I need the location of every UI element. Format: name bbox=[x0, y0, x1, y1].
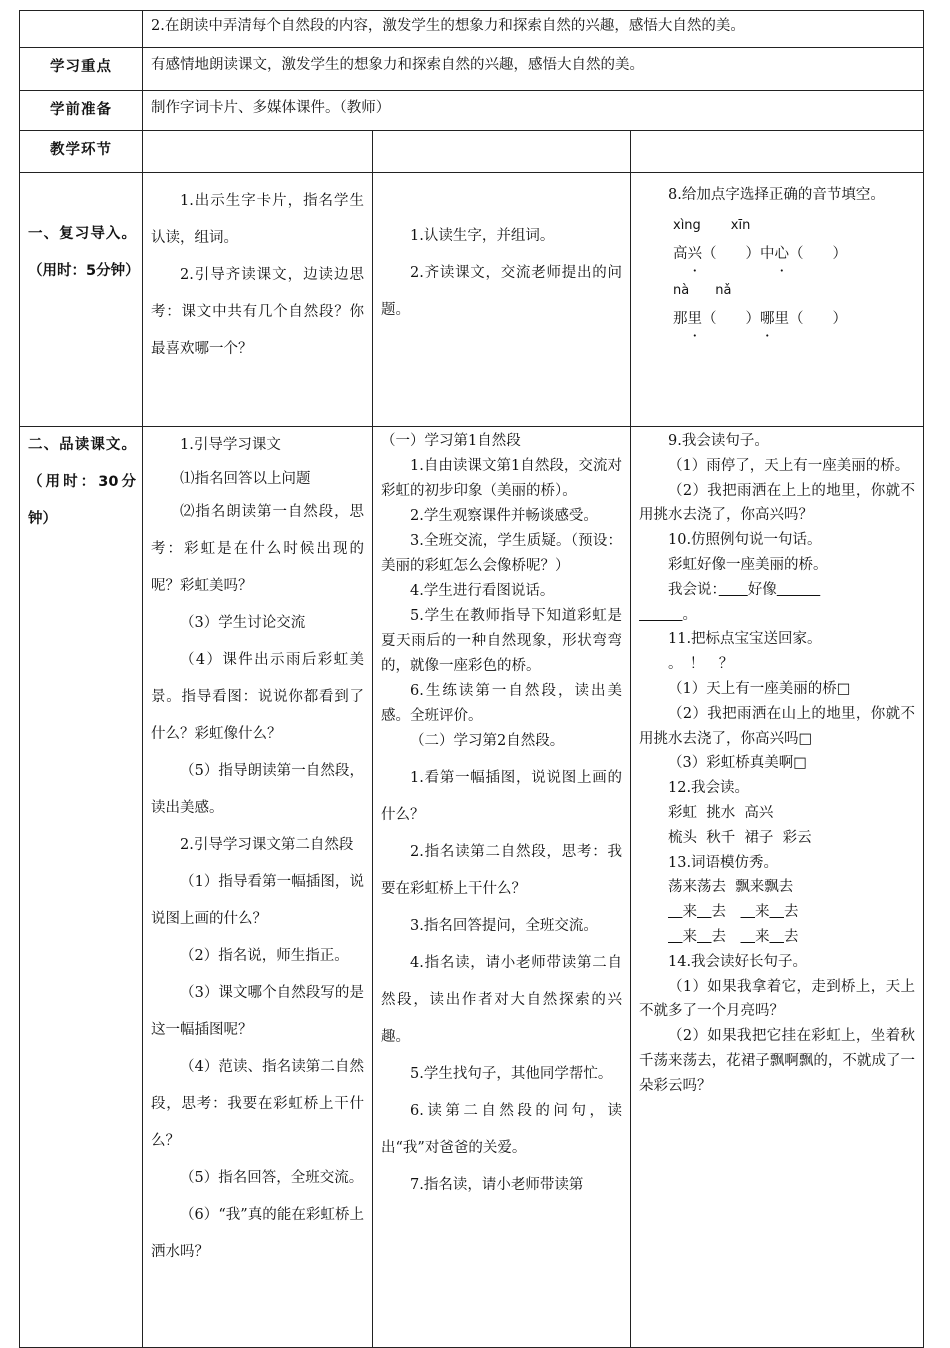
exercise-line: 14.我会读好长句子。 bbox=[668, 953, 808, 970]
student-step: 5.学生在教师指导下知道彩虹是夏天雨后的一种自然现象，形状弯弯的，就像一座彩色的桥。 bbox=[381, 608, 622, 674]
exercise-line: （1）如果我拿着它，走到桥上，天上不就多了一个月亮吗？ bbox=[639, 978, 916, 1020]
teacher-step: （5）指导朗读第一自然段，读出美感。 bbox=[151, 763, 364, 816]
teacher-step: （5）指名回答，全班交流。 bbox=[180, 1170, 364, 1186]
teacher-step: （1）指导看第一幅插图，说说图上画的什么？ bbox=[151, 874, 364, 927]
teacher-step: 1.引导学习课文 bbox=[180, 437, 281, 453]
exercise-line: （1）天上有一座美丽的桥□ bbox=[668, 680, 851, 697]
stage-1-teacher-step: 2.引导齐读课文，边读边思考：课文中共有几个自然段？你最喜欢哪一个？ bbox=[151, 267, 364, 357]
pinyin-option: nà bbox=[673, 283, 690, 298]
teacher-step: （6）“我”真的能在彩虹桥上洒水吗？ bbox=[151, 1207, 364, 1260]
student-step: （二）学习第2自然段。 bbox=[410, 733, 565, 749]
dotted-char: 心 bbox=[774, 246, 789, 262]
teacher-step: 2.引导学习课文第二自然段 bbox=[180, 837, 354, 853]
dotted-char: 哪 bbox=[760, 311, 775, 327]
student-step: 1.看第一幅插图，说说图上画的什么？ bbox=[381, 770, 622, 823]
exercise-line: （2）如果我把它挂在彩虹上，坐着秋千荡来荡去，花裙子飘啊飘的，不就成了一朵彩云吗？ bbox=[639, 1028, 916, 1094]
teacher-step: ⑴指名回答以上问题 bbox=[180, 471, 311, 487]
lesson-plan-table bbox=[19, 10, 924, 1348]
preparation-label: 学前准备 bbox=[20, 91, 143, 131]
goal-2-text: 2.在朗读中弄清每个自然段的内容，激发学生的想象力和探索自然的兴趣，感悟大自然的美。 bbox=[143, 11, 924, 48]
student-step: 6.读第二自然段的问句，读出“我”对爸爸的关爱。 bbox=[381, 1103, 622, 1156]
blank-pattern-line: 来 去 来 去 bbox=[682, 928, 799, 945]
key-points-row bbox=[20, 48, 924, 91]
stage-2-label: 二、品读课文。（用时：30分钟） bbox=[20, 427, 143, 1348]
goal-row bbox=[20, 11, 924, 48]
student-step: 1.自由读课文第1自然段，交流对彩虹的初步印象（美丽的桥）。 bbox=[381, 458, 622, 499]
stage-1-student-cell bbox=[373, 173, 631, 427]
stage-2-teacher-cell bbox=[143, 427, 373, 1348]
stage-2-exercise-cell bbox=[631, 427, 924, 1348]
exercise-line: 12.我会读。 bbox=[668, 780, 750, 797]
teacher-step: （4）范读、指名读第二自然段，思考：我要在彩虹桥上干什么？ bbox=[151, 1059, 364, 1149]
student-step: （一）学习第1自然段 bbox=[381, 433, 521, 449]
teacher-step: （4）课件出示雨后彩虹美景。指导看图：说说你都看到了什么？彩虹像什么？ bbox=[151, 652, 364, 742]
punctuation-options: 。 ！ ？ bbox=[668, 656, 734, 673]
exercise-line: （2）我把雨洒在山上的地里，你就不用挑水去浇了，你高兴吗□ bbox=[639, 705, 916, 747]
teacher-step: （3）学生讨论交流 bbox=[180, 615, 306, 631]
exercise-line: 彩虹好像一座美丽的桥。 bbox=[668, 556, 828, 573]
exercise-line: 彩虹 挑水 高兴 bbox=[668, 804, 774, 821]
stage-1-student-step: 1.认读生字，并组词。 bbox=[410, 228, 555, 244]
stage-2-student-cell bbox=[373, 427, 631, 1348]
exercise-line: 13.词语模仿秀。 bbox=[668, 854, 779, 871]
preparation-row bbox=[20, 91, 924, 131]
teacher-step: ⑵指名朗读第一自然段，思考：彩虹是在什么时候出现的呢？彩虹美吗？ bbox=[151, 504, 364, 594]
fill-in-line: 我会说： 好像 bbox=[668, 581, 777, 598]
student-step: 7.指名读，请小老师带读第 bbox=[410, 1177, 584, 1193]
student-step: 5.学生找句子，其他同学帮忙。 bbox=[410, 1066, 613, 1082]
stage-1-student-step: 2.齐读课文，交流老师提出的问题。 bbox=[381, 265, 622, 318]
pinyin-row-1 bbox=[673, 218, 915, 233]
exercise-line: 梳头 秋千 裙子 彩云 bbox=[668, 829, 812, 846]
student-step: 2.学生观察课件并畅谈感受。 bbox=[410, 508, 598, 524]
pinyin-option: xīn bbox=[730, 218, 751, 233]
teacher-step: （3）课文哪个自然段写的是这一幅插图呢？ bbox=[151, 985, 364, 1038]
pinyin-option: xìng bbox=[673, 218, 701, 233]
preparation-text: 制作字词卡片、多媒体课件。（教师） bbox=[143, 91, 924, 131]
stage-1-row bbox=[20, 173, 924, 427]
pinyin-row-2 bbox=[673, 283, 915, 298]
exercise-line: （3）彩虹桥真美啊□ bbox=[668, 755, 807, 772]
stage-2-row bbox=[20, 427, 924, 1348]
stage-1-label: 一、复习导入。（用时：5分钟） bbox=[20, 173, 143, 427]
student-step: 6.生练读第一自然段，读出美感。全班评价。 bbox=[381, 683, 622, 724]
exercise-line: 10.仿照例句说一句话。 bbox=[668, 532, 822, 549]
fill-in-line-end: 。 bbox=[682, 606, 697, 623]
stage-1-teacher-cell bbox=[143, 173, 373, 427]
exercise-8-title: 8.给加点字选择正确的音节填空。 bbox=[668, 187, 885, 203]
dotted-char: 里 bbox=[687, 311, 702, 327]
stage-1-exercise-cell bbox=[631, 173, 924, 427]
key-points-label: 学习重点 bbox=[20, 48, 143, 91]
exercise-line: （1）雨停了，天上有一座美丽的桥。 bbox=[668, 457, 910, 474]
key-points-text: 有感情地朗读课文，激发学生的想象力和探索自然的兴趣，感悟大自然的美。 bbox=[143, 48, 924, 91]
pinyin-option: nǎ bbox=[715, 283, 732, 298]
dotted-char: 兴 bbox=[687, 246, 702, 262]
section-header-row bbox=[20, 131, 924, 173]
exercise-8-line-1: 高兴（ ）中心（ ） bbox=[673, 243, 915, 265]
section-header-label: 教学环节 bbox=[20, 131, 143, 173]
exercise-line: （2）我把雨洒在上上的地里，你就不用挑水去浇了，你高兴吗？ bbox=[639, 482, 916, 524]
exercise-line: 荡来荡去 飘来飘去 bbox=[668, 879, 794, 896]
student-step: 2.指名读第二自然段，思考：我要在彩虹桥上干什么？ bbox=[381, 844, 622, 897]
student-step: 3.全班交流，学生质疑。（预设：美丽的彩虹怎么会像桥呢？） bbox=[381, 533, 622, 574]
student-step: 3.指名回答提问，全班交流。 bbox=[410, 918, 598, 934]
teacher-step: （2）指名说，师生指正。 bbox=[180, 948, 349, 964]
exercise-8-line-2: 那里（ ）哪里（ ） bbox=[673, 308, 915, 330]
stage-1-teacher-step: 1.出示生字卡片，指名学生认读，组词。 bbox=[151, 193, 364, 246]
exercise-line: 11.把标点宝宝送回家。 bbox=[668, 631, 822, 648]
exercise-line: 9.我会读句子。 bbox=[668, 433, 769, 449]
blank-pattern-line: 来 去 来 去 bbox=[682, 904, 799, 921]
student-step: 4.指名读，请小老师带读第二自然段，读出作者对大自然探索的兴趣。 bbox=[381, 955, 622, 1045]
student-step: 4.学生进行看图说话。 bbox=[410, 583, 555, 599]
